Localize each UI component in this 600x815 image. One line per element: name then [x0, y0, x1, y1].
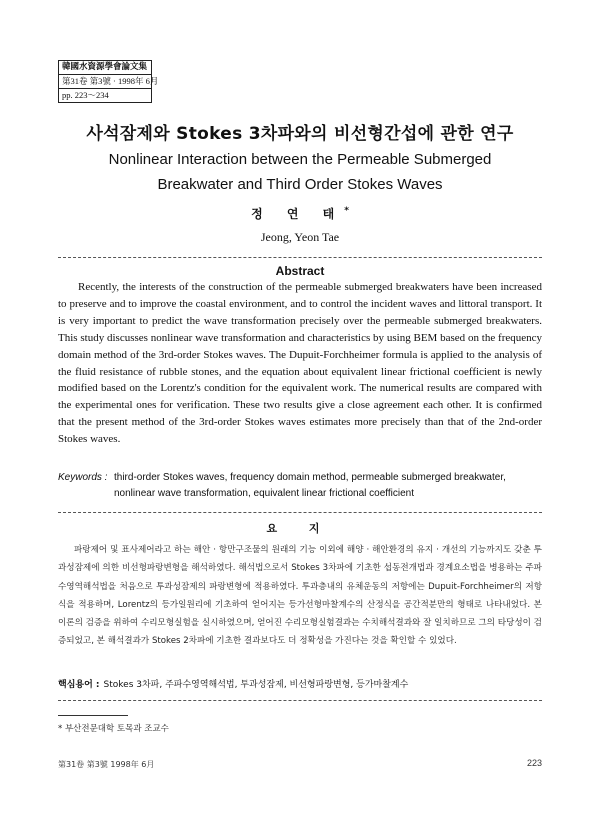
yoji-body: 파랑제어 및 표사제어라고 하는 해안 · 항만구조물의 원래의 기능 이외에 해양 · 해안환경의 유지 · 개선의 기능까지도 갖춘 투과성잠제에 의한 비선형파랑변형을 해석하였다. 해석법으로서 Stokes 3차파에 기초한 섭동전개법과 경계요소법을 병용하는 주파수영역해석법을 처음으로 투과성잠제의 파랑변형에 적용하였다. 투과층내의 유체운동의 저항에는 Dupuit-Forchheimer의 저항식을 적용하며, Lorentz의 등가일원리에 기초하여 얻어지는 등가선형마찰계수의 산정식을 공간적분만의 형태로 나타내었다. 본 이론의 검증을 위하여 수리모형실험을 실시하였으며, 얻어진 수리모형실험결과는 수치해석결과와 잘 일치하므로 그의 타당성이 검증되었고, 본 해석결과가 Stokes 2차파에 기초한 결과보다도 더 정확성을 가진다는 것을 확인할 수 있었다. [58, 545, 542, 647]
divider-bottom [58, 700, 542, 701]
keywords [58, 470, 542, 502]
yoji-heading: 요 지 [266, 522, 334, 535]
author-footnote-mark: * [344, 206, 349, 216]
footer-issue: 第31卷 第3號 1998年 6月 [58, 760, 155, 769]
title-english-line-2: Breakwater and Third Order Stokes Waves [157, 176, 443, 193]
author-english: Jeong, Yeon Tae [260, 230, 340, 244]
title-korean: 사석잠제와 Stokes 3차파와의 비선형간섭에 관한 연구 [86, 124, 514, 144]
keywords-korean-text: Stokes 3차파, 주파수영역해석법, 투과성잠제, 비선형파랑변형, 등가마찰계수 [103, 680, 409, 690]
title-english [0, 147, 600, 197]
keywords-korean-label: 핵심용어 : [58, 680, 100, 690]
author-korean-name: 정 연 태 [251, 207, 345, 221]
author-affiliation: * 부산전문대학 토목과 조교수 [58, 724, 169, 734]
keywords-korean [58, 677, 542, 690]
abstract-body: Recently, the interests of the construction of the permeable submerged breakwaters have been increased to preserve and to improve the coastal environment, and to control the incident waves and littoral transport. It is very important to predict the wave transformation precisely over the permeable submerged breakwaters. This study discusses nonlinear wave transformation and characteristics by using BEM based on the frequency domain method of the 3rd-order Stokes waves. The Dupuit-Forchheimer formula is applied to the analysis of the fluid resistance of rubble stones, and the equation about equivalent linear frictional coefficient is newly modified based on the Lorentz's condition for the equivalent work. The numerical results are compared with the experimental ones for verification. These two results give a close agreement each other. It is confirmed that the present method of the 3rd-order Stokes waves estimates more precisely than that of the 2nd-order Stokes waves. [58, 281, 542, 446]
keywords-label: Keywords : [58, 472, 108, 483]
abstract-heading: Abstract [275, 264, 325, 278]
journal-issue: 第31卷 第3號 · 1998年 6月 [59, 75, 151, 89]
page-number: 223 [526, 758, 542, 768]
divider-middle [58, 512, 542, 513]
journal-pages: pp. 223～234 [62, 90, 109, 100]
title-english-line-1: Nonlinear Interaction between the Permeable Submerged [108, 151, 492, 168]
author-korean [0, 205, 600, 222]
journal-info-box [58, 60, 159, 103]
divider-top [58, 257, 542, 258]
footnote-rule [58, 715, 128, 716]
journal-name: 韓國水資源學會論文集 [59, 61, 151, 75]
keywords-text: third-order Stokes waves, frequency domain method, permeable submerged breakwater, nonlinear wave transformation, equivalent linear frictional coefficient [114, 472, 506, 499]
